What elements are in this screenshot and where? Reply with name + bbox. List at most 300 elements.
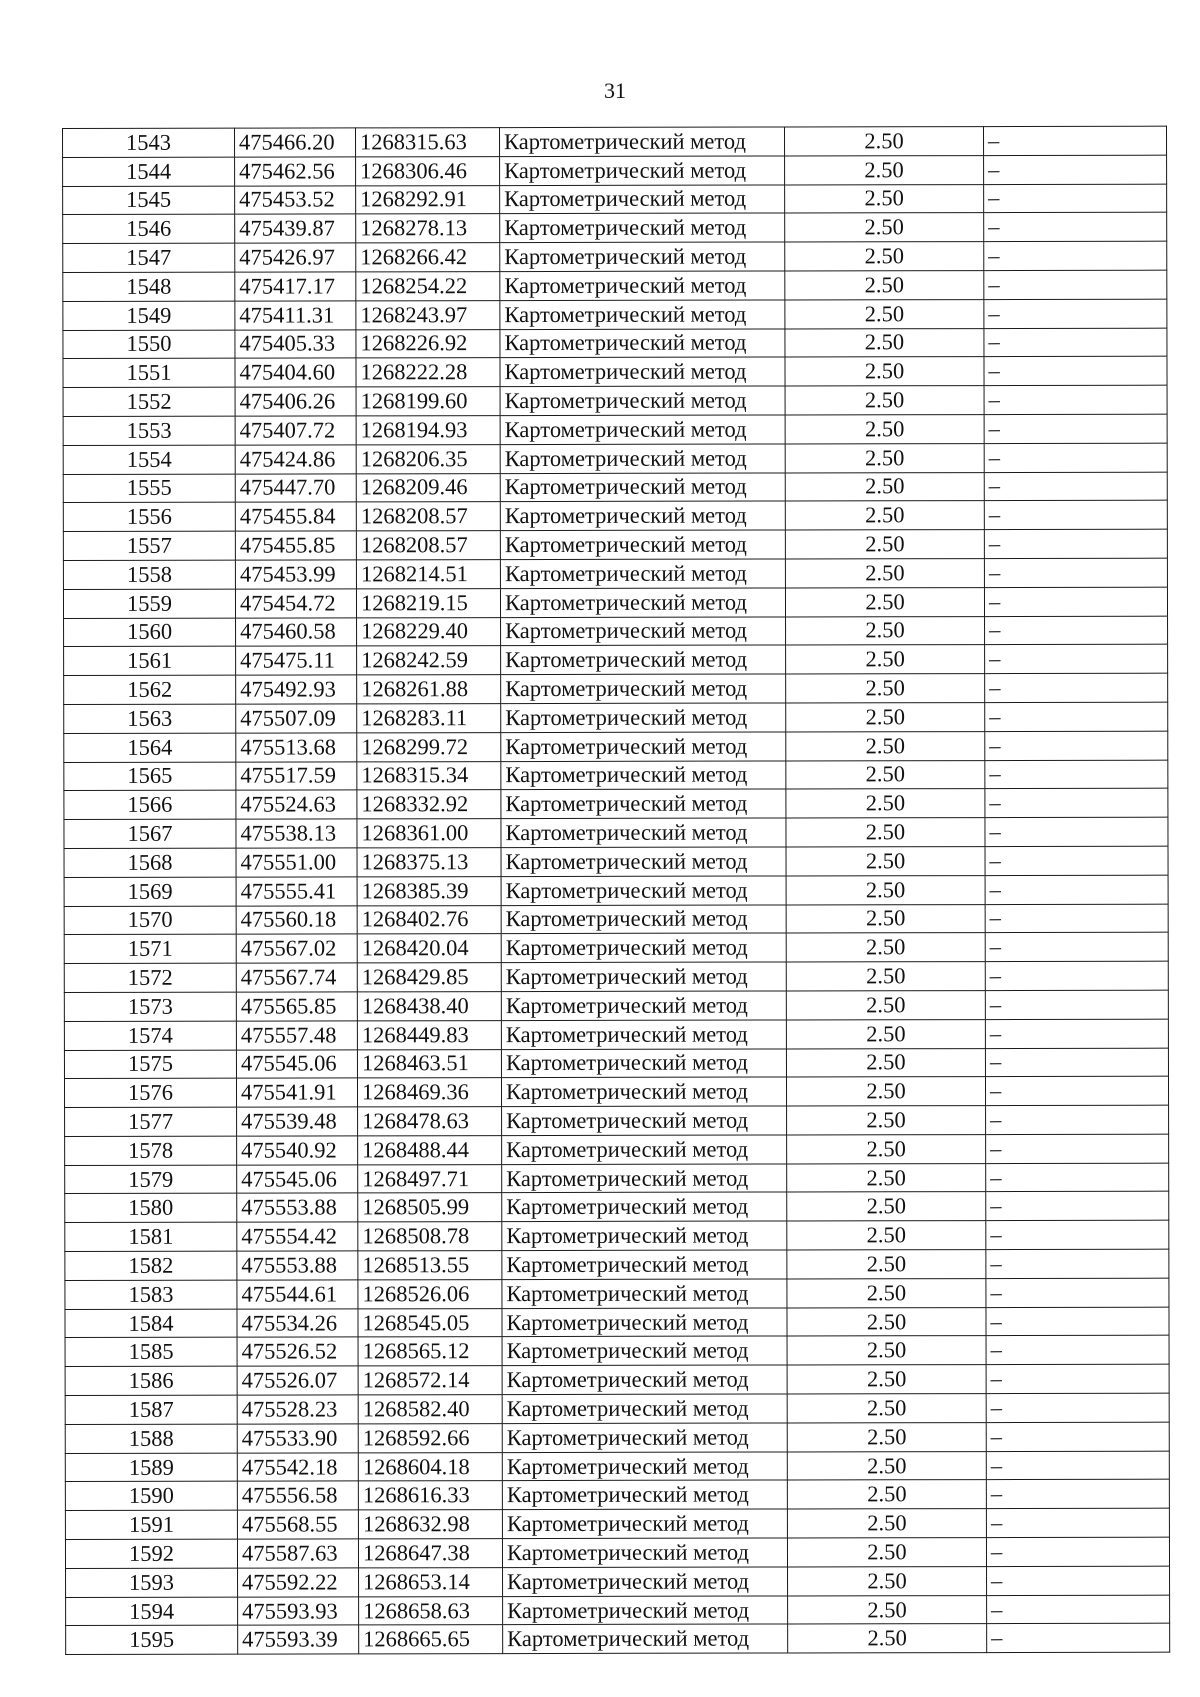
coordinates-table	[62, 126, 1170, 1656]
point-number-cell: 1556	[63, 502, 235, 531]
note-cell: –	[984, 472, 1167, 501]
method-cell: Картометрический метод	[502, 1135, 787, 1164]
x-coordinate-cell: 475460.58	[236, 617, 357, 646]
note-cell: –	[986, 1537, 1169, 1566]
method-cell: Картометрический метод	[502, 1480, 787, 1509]
note-cell: –	[984, 270, 1167, 299]
method-cell: Картометрический метод	[501, 847, 786, 876]
point-number-cell: 1576	[64, 1078, 236, 1107]
table-row	[63, 126, 1167, 157]
y-coordinate-cell: 1268449.83	[357, 1020, 501, 1049]
point-number-cell: 1582	[65, 1251, 237, 1280]
y-coordinate-cell: 1268385.39	[357, 876, 501, 905]
accuracy-cell: 2.50	[787, 1422, 986, 1451]
y-coordinate-cell: 1268226.92	[356, 329, 500, 358]
note-cell: –	[984, 529, 1167, 558]
accuracy-cell: 2.50	[785, 559, 984, 588]
note-cell: –	[986, 1422, 1169, 1451]
note-cell: –	[986, 1105, 1169, 1134]
note-cell: –	[985, 760, 1168, 789]
point-number-cell: 1549	[63, 301, 235, 330]
y-coordinate-cell: 1268243.97	[356, 300, 500, 329]
note-cell: –	[984, 385, 1167, 414]
note-cell: –	[983, 126, 1166, 155]
accuracy-cell: 2.50	[785, 587, 984, 616]
method-cell: Картометрический метод	[501, 905, 786, 934]
note-cell: –	[984, 241, 1167, 270]
point-number-cell: 1547	[63, 243, 235, 272]
method-cell: Картометрический метод	[503, 1596, 788, 1625]
note-cell: –	[986, 1249, 1169, 1278]
x-coordinate-cell: 475592.22	[238, 1568, 359, 1597]
point-number-cell: 1563	[64, 704, 236, 733]
y-coordinate-cell: 1268604.18	[358, 1452, 502, 1481]
method-cell: Картометрический метод	[500, 444, 785, 473]
table-row	[64, 817, 1168, 848]
accuracy-cell: 2.50	[785, 501, 984, 530]
method-cell: Картометрический метод	[500, 386, 785, 415]
accuracy-cell: 2.50	[788, 1566, 987, 1595]
method-cell: Картометрический метод	[500, 156, 785, 185]
method-cell: Картометрический метод	[500, 415, 785, 444]
x-coordinate-cell: 475475.11	[236, 646, 357, 675]
method-cell: Картометрический метод	[500, 530, 785, 559]
y-coordinate-cell: 1268505.99	[358, 1193, 502, 1222]
accuracy-cell: 2.50	[787, 1509, 986, 1538]
accuracy-cell: 2.50	[785, 386, 984, 415]
x-coordinate-cell: 475455.84	[235, 502, 356, 531]
x-coordinate-cell: 475593.93	[238, 1597, 359, 1626]
table-row	[63, 385, 1167, 416]
point-number-cell: 1543	[63, 128, 235, 157]
table-row	[64, 875, 1168, 906]
accuracy-cell: 2.50	[787, 1134, 986, 1163]
note-cell: –	[984, 443, 1167, 472]
note-cell: –	[984, 501, 1167, 530]
point-number-cell: 1586	[65, 1366, 237, 1395]
point-number-cell: 1583	[65, 1280, 237, 1309]
note-cell: –	[987, 1624, 1170, 1653]
point-number-cell: 1594	[66, 1597, 238, 1626]
x-coordinate-cell: 475462.56	[235, 157, 356, 186]
table-row	[65, 1422, 1169, 1453]
table-row	[63, 213, 1167, 244]
x-coordinate-cell: 475553.88	[237, 1193, 358, 1222]
method-cell: Картометрический метод	[500, 213, 785, 242]
table-row	[65, 1278, 1169, 1309]
method-cell: Картометрический метод	[503, 1624, 788, 1653]
table-row	[65, 1480, 1169, 1511]
y-coordinate-cell: 1268208.57	[356, 531, 500, 560]
x-coordinate-cell: 475551.00	[236, 848, 357, 877]
method-cell: Картометрический метод	[500, 127, 785, 156]
table-row	[64, 846, 1168, 877]
accuracy-cell: 2.50	[785, 443, 984, 472]
note-cell: –	[984, 328, 1167, 357]
method-cell: Картометрический метод	[501, 1020, 786, 1049]
y-coordinate-cell: 1268402.76	[357, 905, 501, 934]
y-coordinate-cell: 1268361.00	[357, 819, 501, 848]
note-cell: –	[985, 1019, 1168, 1048]
x-coordinate-cell: 475426.97	[235, 243, 356, 272]
y-coordinate-cell: 1268513.55	[358, 1251, 502, 1280]
accuracy-cell: 2.50	[787, 1163, 986, 1192]
y-coordinate-cell: 1268497.71	[358, 1164, 502, 1193]
y-coordinate-cell: 1268315.34	[357, 761, 501, 790]
accuracy-cell: 2.50	[787, 1394, 986, 1423]
point-number-cell: 1593	[66, 1568, 238, 1597]
note-cell: –	[984, 414, 1167, 443]
table-row	[64, 702, 1168, 733]
point-number-cell: 1544	[63, 157, 235, 186]
table-row	[64, 1076, 1168, 1107]
method-cell: Картометрический метод	[500, 357, 785, 386]
note-cell: –	[985, 616, 1168, 645]
table-row	[63, 529, 1167, 560]
y-coordinate-cell: 1268242.59	[357, 646, 501, 675]
y-coordinate-cell: 1268299.72	[357, 732, 501, 761]
table-row	[63, 472, 1167, 503]
accuracy-cell: 2.50	[784, 127, 983, 156]
point-number-cell: 1557	[63, 531, 235, 560]
note-cell: –	[986, 1336, 1169, 1365]
note-cell: –	[986, 1393, 1169, 1422]
y-coordinate-cell: 1268208.57	[356, 502, 500, 531]
note-cell: –	[986, 1364, 1169, 1393]
x-coordinate-cell: 475587.63	[237, 1539, 358, 1568]
point-number-cell: 1560	[64, 618, 236, 647]
y-coordinate-cell: 1268526.06	[358, 1279, 502, 1308]
accuracy-cell: 2.50	[787, 1336, 986, 1365]
x-coordinate-cell: 475538.13	[236, 819, 357, 848]
point-number-cell: 1553	[63, 416, 235, 445]
y-coordinate-cell: 1268199.60	[356, 387, 500, 416]
accuracy-cell: 2.50	[787, 1278, 986, 1307]
point-number-cell: 1573	[64, 992, 236, 1021]
x-coordinate-cell: 475455.85	[235, 531, 356, 560]
x-coordinate-cell: 475556.58	[237, 1481, 358, 1510]
table-row	[65, 1192, 1169, 1223]
method-cell: Картометрический метод	[501, 761, 786, 790]
note-cell: –	[984, 558, 1167, 587]
y-coordinate-cell: 1268463.51	[357, 1049, 501, 1078]
x-coordinate-cell: 475555.41	[236, 877, 357, 906]
point-number-cell: 1592	[65, 1539, 237, 1568]
y-coordinate-cell: 1268222.28	[356, 358, 500, 387]
x-coordinate-cell: 475424.86	[235, 445, 356, 474]
method-cell: Картометрический метод	[502, 1452, 787, 1481]
y-coordinate-cell: 1268420.04	[357, 934, 501, 963]
x-coordinate-cell: 475565.85	[236, 992, 357, 1021]
x-coordinate-cell: 475553.88	[237, 1251, 358, 1280]
method-cell: Картометрический метод	[501, 1077, 786, 1106]
x-coordinate-cell: 475528.23	[237, 1395, 358, 1424]
point-number-cell: 1552	[63, 387, 235, 416]
method-cell: Картометрический метод	[502, 1509, 787, 1538]
note-cell: –	[987, 1595, 1170, 1624]
accuracy-cell: 2.50	[786, 962, 985, 991]
y-coordinate-cell: 1268254.22	[356, 272, 500, 301]
y-coordinate-cell: 1268647.38	[358, 1539, 502, 1568]
accuracy-cell: 2.50	[786, 875, 985, 904]
point-number-cell: 1571	[64, 934, 236, 963]
y-coordinate-cell: 1268658.63	[359, 1596, 503, 1625]
y-coordinate-cell: 1268508.78	[358, 1222, 502, 1251]
method-cell: Картометрический метод	[501, 645, 786, 674]
point-number-cell: 1546	[63, 215, 235, 244]
point-number-cell: 1565	[64, 762, 236, 791]
x-coordinate-cell: 475526.52	[237, 1337, 358, 1366]
accuracy-cell: 2.50	[787, 1221, 986, 1250]
point-number-cell: 1589	[65, 1453, 237, 1482]
accuracy-cell: 2.50	[786, 990, 985, 1019]
accuracy-cell: 2.50	[786, 846, 985, 875]
method-cell: Картометрический метод	[502, 1538, 787, 1567]
table-row	[65, 1364, 1169, 1395]
y-coordinate-cell: 1268592.66	[358, 1423, 502, 1452]
method-cell: Картометрический метод	[501, 674, 786, 703]
method-cell: Картометрический метод	[500, 473, 785, 502]
x-coordinate-cell: 475560.18	[236, 905, 357, 934]
x-coordinate-cell: 475513.68	[236, 733, 357, 762]
accuracy-cell: 2.50	[786, 818, 985, 847]
method-cell: Картометрический метод	[500, 242, 785, 271]
x-coordinate-cell: 475466.20	[235, 128, 356, 157]
note-cell: –	[985, 932, 1168, 961]
table-row	[65, 1163, 1169, 1194]
x-coordinate-cell: 475453.52	[235, 185, 356, 214]
point-number-cell: 1568	[64, 848, 236, 877]
y-coordinate-cell: 1268278.13	[356, 214, 500, 243]
table-row	[64, 673, 1168, 704]
note-cell: –	[986, 1278, 1169, 1307]
table-row	[64, 1048, 1168, 1079]
point-number-cell: 1570	[64, 906, 236, 935]
table-body	[63, 126, 1170, 1655]
point-number-cell: 1595	[66, 1626, 238, 1655]
accuracy-cell: 2.50	[788, 1624, 987, 1653]
method-cell: Картометрический метод	[502, 1192, 787, 1221]
table-row	[63, 184, 1167, 215]
table-row	[63, 443, 1167, 474]
point-number-cell: 1559	[63, 589, 235, 618]
x-coordinate-cell: 475545.06	[237, 1165, 358, 1194]
method-cell: Картометрический метод	[500, 588, 785, 617]
method-cell: Картометрический метод	[501, 1048, 786, 1077]
table-row	[65, 1134, 1169, 1165]
point-number-cell: 1569	[64, 877, 236, 906]
accuracy-cell: 2.50	[785, 530, 984, 559]
method-cell: Картометрический метод	[500, 300, 785, 329]
accuracy-cell: 2.50	[786, 731, 985, 760]
note-cell: –	[985, 1048, 1168, 1077]
table-row	[65, 1220, 1169, 1251]
accuracy-cell: 2.50	[786, 674, 985, 703]
y-coordinate-cell: 1268229.40	[357, 617, 501, 646]
note-cell: –	[985, 961, 1168, 990]
accuracy-cell: 2.50	[786, 760, 985, 789]
x-coordinate-cell: 475568.55	[237, 1510, 358, 1539]
method-cell: Картометрический метод	[500, 501, 785, 530]
point-number-cell: 1584	[65, 1309, 237, 1338]
method-cell: Картометрический метод	[502, 1336, 787, 1365]
method-cell: Картометрический метод	[502, 1250, 787, 1279]
x-coordinate-cell: 475545.06	[236, 1049, 357, 1078]
x-coordinate-cell: 475517.59	[236, 761, 357, 790]
table-row	[66, 1624, 1170, 1655]
accuracy-cell: 2.50	[787, 1307, 986, 1336]
accuracy-cell: 2.50	[785, 155, 984, 184]
table-row	[65, 1508, 1169, 1539]
accuracy-cell: 2.50	[788, 1595, 987, 1624]
table-row	[63, 558, 1167, 589]
x-coordinate-cell: 475540.92	[237, 1136, 358, 1165]
y-coordinate-cell: 1268315.63	[356, 128, 500, 157]
table-row	[64, 904, 1168, 935]
table-row	[63, 299, 1167, 330]
table-row	[65, 1307, 1169, 1338]
method-cell: Картометрический метод	[503, 1567, 788, 1596]
x-coordinate-cell: 475533.90	[237, 1424, 358, 1453]
y-coordinate-cell: 1268306.46	[356, 156, 500, 185]
accuracy-cell: 2.50	[785, 357, 984, 386]
table-row	[66, 1566, 1170, 1597]
y-coordinate-cell: 1268478.63	[358, 1107, 502, 1136]
table-row	[63, 155, 1167, 186]
table-row	[65, 1451, 1169, 1482]
y-coordinate-cell: 1268209.46	[356, 473, 500, 502]
point-number-cell: 1551	[63, 359, 235, 388]
point-number-cell: 1572	[64, 963, 236, 992]
accuracy-cell: 2.50	[787, 1365, 986, 1394]
point-number-cell: 1566	[64, 790, 236, 819]
table-row	[64, 645, 1168, 676]
table-row	[65, 1537, 1169, 1568]
note-cell: –	[985, 673, 1168, 702]
x-coordinate-cell: 475404.60	[235, 358, 356, 387]
y-coordinate-cell: 1268194.93	[356, 416, 500, 445]
point-number-cell: 1591	[65, 1510, 237, 1539]
accuracy-cell: 2.50	[787, 1106, 986, 1135]
method-cell: Картометрический метод	[501, 732, 786, 761]
point-number-cell: 1564	[64, 733, 236, 762]
note-cell: –	[985, 904, 1168, 933]
x-coordinate-cell: 475454.72	[235, 589, 356, 618]
x-coordinate-cell: 475567.74	[236, 963, 357, 992]
x-coordinate-cell: 475492.93	[236, 675, 357, 704]
y-coordinate-cell: 1268219.15	[356, 588, 500, 617]
x-coordinate-cell: 475544.61	[237, 1280, 358, 1309]
table-row	[64, 616, 1168, 647]
table-row	[63, 587, 1167, 618]
note-cell: –	[985, 846, 1168, 875]
method-cell: Картометрический метод	[502, 1394, 787, 1423]
note-cell: –	[986, 1163, 1169, 1192]
y-coordinate-cell: 1268206.35	[356, 444, 500, 473]
table-row	[63, 357, 1167, 388]
method-cell: Картометрический метод	[501, 703, 786, 732]
y-coordinate-cell: 1268572.14	[358, 1366, 502, 1395]
y-coordinate-cell: 1268292.91	[356, 185, 500, 214]
y-coordinate-cell: 1268632.98	[358, 1510, 502, 1539]
accuracy-cell: 2.50	[787, 1192, 986, 1221]
x-coordinate-cell: 475439.87	[235, 214, 356, 243]
x-coordinate-cell: 475447.70	[235, 473, 356, 502]
table-row	[64, 731, 1168, 762]
y-coordinate-cell: 1268616.33	[358, 1481, 502, 1510]
accuracy-cell: 2.50	[786, 1019, 985, 1048]
point-number-cell: 1581	[65, 1222, 237, 1251]
x-coordinate-cell: 475507.09	[236, 704, 357, 733]
accuracy-cell: 2.50	[787, 1480, 986, 1509]
method-cell: Картометрический метод	[501, 876, 786, 905]
x-coordinate-cell: 475405.33	[235, 329, 356, 358]
page-number: 31	[604, 78, 626, 103]
x-coordinate-cell: 475534.26	[237, 1309, 358, 1338]
y-coordinate-cell: 1268582.40	[358, 1395, 502, 1424]
accuracy-cell: 2.50	[785, 472, 984, 501]
note-cell: –	[984, 587, 1167, 616]
note-cell: –	[986, 1134, 1169, 1163]
point-number-cell: 1580	[65, 1194, 237, 1223]
table-row	[66, 1595, 1170, 1626]
table-row	[64, 789, 1168, 820]
method-cell: Картометрический метод	[500, 559, 785, 588]
accuracy-cell: 2.50	[786, 789, 985, 818]
note-cell: –	[986, 1480, 1169, 1509]
table-row	[64, 760, 1168, 791]
x-coordinate-cell: 475526.07	[237, 1366, 358, 1395]
x-coordinate-cell: 475554.42	[237, 1222, 358, 1251]
table-row	[64, 1019, 1168, 1050]
method-cell: Картометрический метод	[501, 789, 786, 818]
accuracy-cell: 2.50	[785, 242, 984, 271]
point-number-cell: 1561	[64, 646, 236, 675]
accuracy-cell: 2.50	[785, 328, 984, 357]
method-cell: Картометрический метод	[501, 617, 786, 646]
method-cell: Картометрический метод	[500, 271, 785, 300]
method-cell: Картометрический метод	[502, 1423, 787, 1452]
x-coordinate-cell: 475411.31	[235, 301, 356, 330]
point-number-cell: 1562	[64, 675, 236, 704]
x-coordinate-cell: 475593.39	[238, 1625, 359, 1654]
table-row	[63, 328, 1167, 359]
x-coordinate-cell: 475524.63	[236, 790, 357, 819]
note-cell: –	[986, 1451, 1169, 1480]
point-number-cell: 1577	[65, 1107, 237, 1136]
note-cell: –	[986, 1220, 1169, 1249]
table-row	[64, 932, 1168, 963]
point-number-cell: 1574	[64, 1021, 236, 1050]
method-cell: Картометрический метод	[502, 1221, 787, 1250]
y-coordinate-cell: 1268488.44	[358, 1135, 502, 1164]
y-coordinate-cell: 1268261.88	[357, 675, 501, 704]
note-cell: –	[984, 299, 1167, 328]
point-number-cell: 1575	[64, 1050, 236, 1079]
note-cell: –	[986, 1508, 1169, 1537]
y-coordinate-cell: 1268565.12	[358, 1337, 502, 1366]
note-cell: –	[985, 1076, 1168, 1105]
accuracy-cell: 2.50	[785, 299, 984, 328]
accuracy-cell: 2.50	[786, 645, 985, 674]
method-cell: Картометрический метод	[501, 991, 786, 1020]
x-coordinate-cell: 475542.18	[237, 1453, 358, 1482]
y-coordinate-cell: 1268469.36	[357, 1078, 501, 1107]
x-coordinate-cell: 475417.17	[235, 272, 356, 301]
x-coordinate-cell: 475406.26	[235, 387, 356, 416]
note-cell: –	[985, 731, 1168, 760]
accuracy-cell: 2.50	[787, 1451, 986, 1480]
